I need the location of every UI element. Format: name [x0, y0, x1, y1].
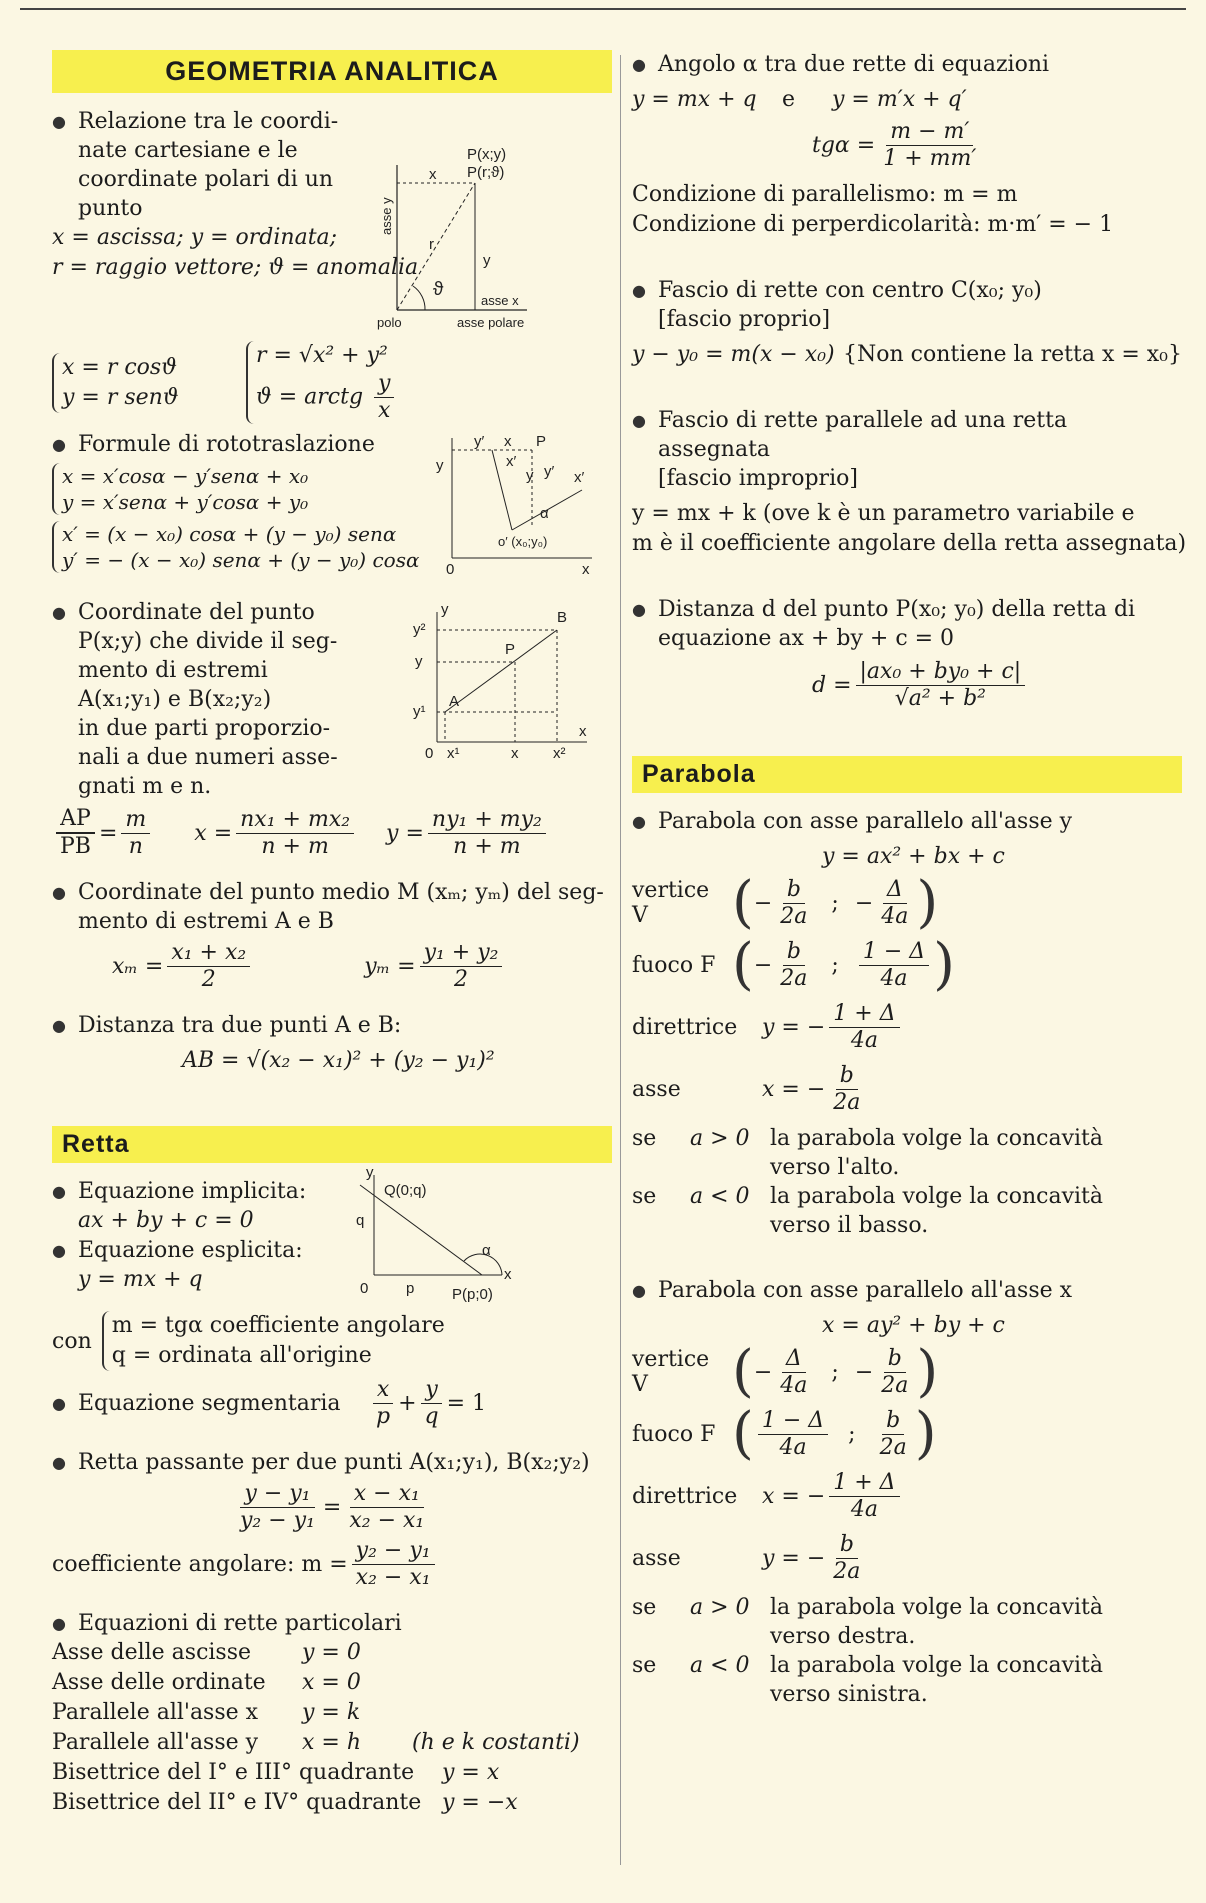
focus-y-frac [859, 939, 929, 992]
minus-sign: − [854, 890, 874, 916]
divide-label-p: P [505, 641, 516, 658]
partic-row-eq: y = 0 [302, 1640, 361, 1665]
angle-eqs [632, 85, 1182, 115]
roto-label-origin: o′ (x₀;y₀) [498, 534, 548, 549]
concavity-text: la parabola volge la concavità [770, 1653, 1103, 1678]
due-eq-sign: = [322, 1495, 342, 1520]
fascio1-label [632, 276, 1182, 334]
parabola-y-concavity [632, 1124, 1182, 1240]
roto-title: ● Formule di rototraslazione [52, 430, 612, 459]
paren-open: ( [732, 1339, 754, 1404]
directrix-eq: x = − [762, 1483, 826, 1509]
roto-label-yprime: y′ [474, 433, 485, 450]
fascio1-formula [632, 340, 1182, 370]
polar-formulas [52, 341, 612, 424]
due-frac-2 [345, 1481, 428, 1534]
seg-p: p [376, 1404, 391, 1429]
polar-brace-1 [52, 353, 232, 413]
retta-con-brace [102, 1311, 445, 1371]
d-label: d = [812, 673, 852, 698]
partic-row-note: (h e k costanti) [412, 1730, 580, 1755]
polar-text-4: punto [78, 196, 143, 221]
bisettrice-1 [52, 1758, 612, 1788]
retta-con-block [52, 1311, 612, 1371]
semicolon: ; [831, 952, 839, 978]
parabola-x-concavity [632, 1593, 1182, 1709]
fascio2-eq: y = mx + k (ove k è un parametro variabile e [632, 501, 1135, 526]
due-f1-den: y₂ − y₁ [240, 1508, 315, 1533]
fascio2-text-2: [fascio improprio] [658, 466, 858, 491]
divide-label-b: B [557, 609, 568, 626]
x-frac-den: n + m [261, 833, 329, 859]
frac-den: 4a [850, 1027, 879, 1053]
d-num: |ax₀ + by₀ + c| [856, 659, 1026, 686]
directrix-label: direttrice [632, 1014, 738, 1040]
x-frac-num: nx₁ + mx₂ [236, 807, 354, 834]
se-label: se [632, 1126, 657, 1151]
concavity-text: verso il basso. [770, 1213, 929, 1238]
focus-label: fuoco F [632, 952, 716, 978]
polar-frac-den: x [378, 398, 391, 423]
frac-den: 2a [780, 965, 808, 991]
divide-block [52, 598, 612, 808]
n-label: n [128, 833, 143, 859]
minus-sign: − [854, 1359, 874, 1385]
partic-row [52, 1728, 612, 1758]
divide-label-x1: x¹ [447, 745, 460, 762]
coef-num: y₂ − y₁ [352, 1538, 435, 1565]
frac-num: b [783, 939, 805, 966]
frac-num: 1 + Δ [829, 1001, 899, 1028]
due-f2-den: x₂ − x₁ [349, 1508, 425, 1533]
frac-den: 4a [881, 903, 909, 929]
xm-frac-num: x₁ + x₂ [167, 940, 250, 967]
focus-x-frac [776, 939, 811, 992]
roto-label-xprime2: x′ [574, 469, 585, 486]
paren-close: ) [914, 1401, 937, 1466]
concavity-text: la parabola volge la concavità [770, 1595, 1103, 1620]
axis-frac [829, 1063, 864, 1116]
tg-num: m − m′ [886, 119, 973, 146]
retta-due-label: ● Retta passante per due punti A(x₁;y₁), B(x₂;y₂) [52, 1448, 612, 1477]
minus-sign: − [753, 952, 773, 978]
se-label: se [632, 1595, 657, 1620]
paren-close: ) [916, 1339, 939, 1404]
paren-open: ( [732, 932, 754, 997]
divide-text-5: in due parti proporzio- [78, 716, 331, 741]
roto-label-xaxis: x [582, 561, 590, 578]
roto-label-p: P [536, 433, 547, 450]
polar-eq-theta: ϑ = arctg [256, 384, 364, 410]
parabola-y-vertex [632, 872, 1182, 934]
frac-num: 1 + Δ [829, 1470, 899, 1497]
roto-block [52, 430, 612, 580]
d-frac [856, 659, 1026, 712]
paren-close: ) [933, 932, 956, 997]
parabola-x-eq: x = ay² + by + c [822, 1313, 1005, 1338]
polar-brace-2 [246, 341, 398, 424]
due-f2-num: x − x₁ [350, 1481, 424, 1508]
tg-den: 1 + mm′ [883, 146, 977, 171]
parabola-x-directrix [632, 1465, 1182, 1527]
divide-label-a: A [449, 693, 460, 710]
roto-label-y: y [436, 457, 444, 474]
due-frac-1 [236, 1481, 319, 1534]
paren-close: ) [916, 870, 939, 935]
frac-den: 4a [880, 965, 908, 991]
polar-frac-num: y [374, 371, 394, 398]
y-frac-den: n + m [453, 833, 521, 859]
bis1-label: Bisettrice del I° e III° quadrante [52, 1760, 415, 1785]
retta-label-y: y [366, 1165, 374, 1181]
divide-formulas [52, 806, 612, 860]
retta-implicit-eq: ax + by + c = 0 [78, 1208, 254, 1233]
polar-text-1: ● Relazione tra le coordi- [78, 109, 339, 134]
parabola-y-focus [632, 934, 1182, 996]
parabola-y-label: ● Parabola con asse parallelo all'asse y [632, 807, 1182, 836]
ap-pb-frac [56, 806, 95, 860]
retta-con-2: q = ordinata all'origine [111, 1343, 372, 1368]
focus-x-frac [758, 1408, 828, 1461]
top-rule [20, 8, 1186, 10]
tg-frac [879, 119, 980, 172]
retta-label-q: q [356, 1212, 365, 1229]
x-eq-label: x = [194, 820, 233, 846]
ym-label: yₘ = [364, 954, 416, 979]
directrix-frac [829, 1470, 899, 1523]
bis2-label: Bisettrice del II° e IV° quadrante [52, 1790, 422, 1815]
column-divider [620, 55, 621, 1865]
seg-y: y [421, 1377, 441, 1404]
tg-label: tgα = [812, 133, 876, 158]
left-column [52, 50, 612, 1818]
parabola-x-vertex [632, 1341, 1182, 1403]
parabola-x-focus [632, 1403, 1182, 1465]
minus-sign: − [753, 890, 773, 916]
frac-den: 2a [881, 1372, 909, 1398]
axis-eq: x = − [762, 1076, 826, 1102]
coef-frac [352, 1538, 435, 1591]
roto-figure [432, 430, 602, 580]
x-frac [236, 807, 354, 860]
polar-label-prt: P(r;ϑ) [467, 164, 505, 181]
coef-den: x₂ − x₁ [355, 1565, 431, 1590]
divide-label-y1: y¹ [413, 703, 426, 720]
seg-frac-y [421, 1377, 443, 1430]
frac-den: 4a [850, 1496, 878, 1522]
fascio1-note: {Non contiene la retta x = x₀} [843, 342, 1182, 367]
dist-point-text-2: equazione ax + by + c = 0 [658, 626, 955, 651]
angle-and: e [782, 87, 796, 112]
paren-open: ( [732, 870, 754, 935]
axis-label: asse [632, 1545, 681, 1571]
polar-text-2: nate cartesiane e le [78, 138, 298, 163]
vertex-x-frac [776, 1346, 811, 1399]
roto-eq-3: x′ = (x − x₀) cosα + (y − y₀) senα [62, 522, 397, 546]
frac-num: b [783, 877, 805, 904]
retta-label-alpha: α [482, 1242, 491, 1259]
tg-formula [812, 119, 1182, 172]
angle-label: ● Angolo α tra due rette di equazioni [632, 50, 1182, 79]
divide-label-y: y [441, 602, 449, 618]
polar-label-y: y [483, 252, 491, 269]
y-eq-label: y = [386, 820, 424, 846]
axis-eq: y = − [762, 1545, 826, 1571]
ym-frac-den: 2 [454, 967, 469, 992]
divide-text-6: nali a due numeri asse- [78, 745, 338, 770]
fascio1-eq: y − y₀ = m(x − x₀) [632, 342, 835, 367]
partic-row-eq: x = 0 [302, 1670, 361, 1695]
retta-figure [352, 1165, 552, 1305]
retta-label-p: p [406, 1280, 415, 1297]
d-den: √a² + b² [894, 686, 986, 711]
divide-segment [445, 630, 557, 712]
partic-row [52, 1698, 612, 1728]
ap-label: AP [56, 806, 95, 833]
retta-label-q0: Q(0;q) [384, 1182, 427, 1199]
polar-label-asse-x: asse x [481, 293, 519, 308]
divide-text-7: gnati m e n. [78, 774, 212, 799]
retta-explicit-label: ● Equazione esplicita: [52, 1236, 612, 1265]
roto-label-alpha: α [540, 505, 549, 522]
fascio2-text-1: ● Fascio di rette parallele ad una retta assegnata [658, 408, 1068, 462]
polar-label-polo: polo [377, 315, 402, 330]
midpoint-formulas [112, 940, 612, 993]
m-label: m [121, 807, 150, 834]
concavity-text: verso l'alto. [770, 1155, 900, 1180]
frac-num: b [836, 1063, 858, 1090]
seg-plus: + [398, 1391, 417, 1416]
roto-eq-4: y′ = − (x − x₀) senα + (y − y₀) cosα [62, 548, 420, 572]
fascio1-text-2: [fascio proprio] [658, 307, 831, 332]
retta-con-label: con [52, 1328, 92, 1354]
retta-con-1: m = tgα coefficiente angolare [111, 1313, 445, 1338]
perp-cond: Condizione di perperdicolarità: m·m′ = − 1 [632, 212, 1114, 237]
a-pos: a > 0 [690, 1126, 750, 1151]
polar-label-pxy: P(x;y) [467, 146, 507, 163]
frac-den: 2a [780, 903, 808, 929]
roto-eq-2: y = x′senα + y′cosα + y₀ [62, 490, 309, 514]
concavity-text: la parabola volge la concavità [770, 1184, 1103, 1209]
seg-frac-x [372, 1377, 394, 1430]
partic-row-eq: x = h [302, 1730, 361, 1755]
coef-label: coefficiente angolare: m = [52, 1552, 348, 1577]
parabola-y-axis [632, 1058, 1182, 1120]
vertex-label: vertice V [632, 878, 710, 928]
retta-explicit-eq: y = mx + q [78, 1267, 203, 1292]
bisettrice-2 [52, 1788, 612, 1818]
directrix-label: direttrice [632, 1483, 738, 1509]
seg-q: q [424, 1404, 439, 1429]
fascio2-note: m è il coefficiente angolare della retta assegnata) [632, 531, 1187, 556]
axis-label: asse [632, 1076, 681, 1102]
retta-implicit-label: ● Equazione implicita: [52, 1177, 612, 1206]
polar-label-r: r [429, 236, 434, 253]
divide-figure [407, 602, 597, 762]
ym-frac [420, 940, 503, 993]
retta-seg-block [52, 1377, 612, 1430]
polar-text-3: coordinate polari di un [78, 167, 334, 192]
fascio1-text-1: ● Fascio di rette con centro C(x₀; y₀) [658, 278, 1042, 303]
section-title-parabola: Parabola [632, 756, 1182, 793]
semicolon: ; [848, 1421, 856, 1447]
partic-row-name: Asse delle ascisse [52, 1640, 252, 1665]
paren-open: ( [732, 1401, 754, 1466]
frac-num: Δ [782, 1346, 806, 1373]
roto-label-x: x [504, 433, 512, 450]
divide-text-4: A(x₁;y₁) e B(x₂;y₂) [78, 687, 272, 712]
a-neg: a < 0 [690, 1184, 750, 1209]
frac-num: b [836, 1532, 858, 1559]
parallel-cond: Condizione di parallelismo: m = m [632, 182, 1018, 207]
concavity-text: la parabola volge la concavità [770, 1126, 1103, 1151]
polar-block [52, 107, 612, 335]
partic-row-name: Parallele all'asse y [52, 1730, 259, 1755]
divide-bullet [52, 598, 368, 801]
frac-den: 4a [780, 1372, 808, 1398]
m-n-frac [121, 807, 150, 860]
divide-text-3: mento di estremi [78, 658, 268, 683]
frac-den: 2a [833, 1089, 861, 1115]
eq-sign-1: = [98, 820, 118, 846]
frac-den: 2a [879, 1434, 907, 1460]
frac-num: b [884, 1346, 906, 1373]
polar-angle-arc [413, 286, 425, 310]
distance-formula: AB = √(x₂ − x₁)² + (y₂ − y₁)² [182, 1048, 495, 1073]
minus-sign: − [753, 1359, 773, 1385]
section-title-retta: Retta [52, 1126, 612, 1163]
partic-table [52, 1638, 612, 1818]
divide-label-yy: y [415, 653, 423, 670]
vertex-x-frac [776, 877, 811, 930]
roto-label-zero: 0 [446, 561, 455, 578]
directrix-eq: y = − [762, 1014, 826, 1040]
pb-label: PB [56, 833, 95, 860]
bis1-eq: y = x [442, 1760, 500, 1785]
polar-figure [377, 145, 577, 335]
polar-bullet [52, 107, 358, 223]
partic-row [52, 1638, 612, 1668]
y-frac-num: ny₁ + my₂ [428, 807, 546, 834]
seg-eq: = 1 [446, 1391, 487, 1416]
retta-label-p0: P(p;0) [452, 1286, 493, 1303]
frac-num: b [882, 1408, 904, 1435]
polar-eq-y: y = r senϑ [62, 384, 179, 410]
partic-row-name: Asse delle ordinate [52, 1670, 266, 1695]
divide-label-zero: 0 [425, 745, 434, 762]
divide-text-2: P(x;y) che divide il seg- [78, 629, 338, 654]
parabola-x-axis [632, 1527, 1182, 1589]
polar-eq-x: x = r cosϑ [62, 354, 177, 380]
vertex-y-frac [877, 877, 912, 930]
concavity-text: verso sinistra. [770, 1682, 928, 1707]
focus-y-frac [876, 1408, 911, 1461]
xm-frac-den: 2 [201, 967, 216, 992]
bis2-eq: y = −x [442, 1790, 518, 1815]
retta-eq-block [52, 1165, 612, 1305]
retta-coef [52, 1538, 612, 1591]
partic-row-name: Parallele all'asse x [52, 1700, 259, 1725]
divide-label-y2: y² [413, 621, 426, 638]
dist-point-formula [812, 659, 1182, 712]
frac-num: 1 − Δ [758, 1408, 828, 1435]
roto-eq-1: x = x′cosα − y′senα + x₀ [62, 464, 309, 488]
se-label: se [632, 1184, 657, 1209]
frac-den: 2a [833, 1558, 861, 1584]
dist-point-label [632, 595, 1182, 653]
partic-row [52, 1668, 612, 1698]
axis-frac [829, 1532, 864, 1585]
divide-label-x: x [511, 745, 519, 762]
angle-eq-2: y = m′x + q′ [832, 87, 967, 112]
semicolon: ; [831, 890, 839, 916]
divide-label-x2: x² [553, 745, 566, 762]
roto-label-yl: y [526, 467, 534, 484]
partic-row-eq: y = k [302, 1700, 361, 1725]
concavity-text: verso destra. [770, 1624, 916, 1649]
a-pos: a > 0 [690, 1595, 750, 1620]
xm-label: xₘ = [112, 954, 164, 979]
polar-def-1: x = ascissa; y = ordinata; [52, 225, 338, 250]
frac-num: 1 − Δ [859, 939, 929, 966]
polar-label-asse-y: asse y [379, 197, 394, 235]
semicolon: ; [831, 1359, 839, 1385]
fascio2-label [632, 406, 1182, 493]
due-f1-num: y − y₁ [240, 1481, 314, 1508]
dist-point-text-1: ● Distanza d del punto P(x₀; y₀) della retta di [658, 597, 1136, 622]
y-frac [428, 807, 546, 860]
polar-label-x: x [429, 166, 437, 183]
roto-label-yprime2: y′ [544, 463, 555, 480]
midpoint-bullet [52, 878, 612, 936]
polar-def-2: r = raggio vettore; ϑ = anomalia [52, 255, 419, 280]
parabola-x-label: ● Parabola con asse parallelo all'asse x [632, 1276, 1182, 1305]
divide-text-1: ● Coordinate del punto [78, 600, 315, 625]
vertex-y-frac [877, 1346, 912, 1399]
polar-label-asse-polare: asse polare [457, 315, 525, 330]
polar-eq-r: r = √x² + y² [256, 343, 388, 368]
partic-label: ● Equazioni di rette particolari [52, 1609, 612, 1638]
polar-label-theta: ϑ [433, 279, 444, 300]
polar-frac [374, 371, 394, 424]
seg-x: x [373, 1377, 393, 1404]
a-neg: a < 0 [690, 1653, 750, 1678]
parabola-y-eq: y = ax² + bx + c [822, 844, 1005, 869]
retta-seg-label: ● Equazione segmentaria [52, 1389, 368, 1418]
focus-label: fuoco F [632, 1421, 716, 1447]
midpoint-text-1: ● Coordinate del punto medio M (xₘ; yₘ) del seg- [78, 880, 604, 905]
vertex-label: vertice V [632, 1347, 710, 1397]
retta-label-zero: 0 [360, 1280, 369, 1297]
right-column [632, 50, 1187, 1709]
retta-label-x: x [504, 1266, 512, 1283]
distance-bullet: ● Distanza tra due punti A e B: [52, 1011, 612, 1040]
roto-label-xprime: x′ [506, 453, 517, 470]
ym-frac-num: y₁ + y₂ [420, 940, 503, 967]
midpoint-text-2: mento di estremi A e B [78, 909, 334, 934]
frac-den: 4a [779, 1434, 807, 1460]
divide-label-xaxis: x [579, 723, 587, 740]
directrix-frac [829, 1001, 899, 1054]
xm-frac [167, 940, 250, 993]
retta-due-formula [232, 1481, 612, 1534]
angle-eq-1: y = mx + q [632, 87, 757, 112]
parabola-y-directrix [632, 996, 1182, 1058]
se-label: se [632, 1653, 657, 1678]
section-title-geometria: GEOMETRIA ANALITICA [52, 50, 612, 93]
frac-num: Δ [883, 877, 907, 904]
